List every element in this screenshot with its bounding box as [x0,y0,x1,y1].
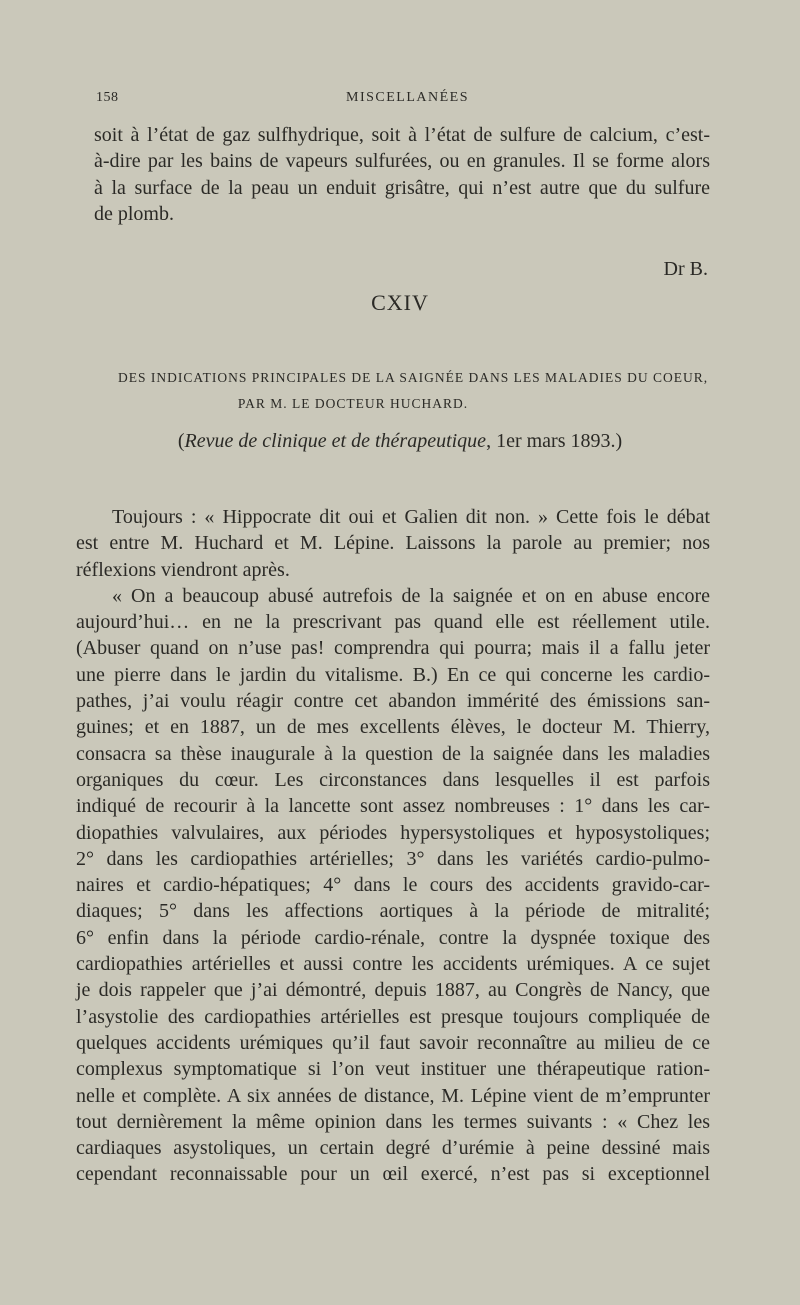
text-line: de plomb. [94,202,174,225]
text-line: réflexions viendront après. [76,558,290,581]
heading-line: DES INDICATIONS PRINCIPALES DE LA SAIGNÉE DANS LES MALADIES DU COEUR, [118,370,709,385]
text-line: naires et cardio-hépatiques; 4° dans le cours des accidents gravido-car- [76,874,710,897]
text-line: (Abuser quand on n’use pas! comprendra qui pourra; mais il a fallu jeter [76,637,710,660]
text-line: organiques du cœur. Les circonstances dans lesquelles il est parfois [76,768,710,791]
text-line: une pierre dans le jardin du vitalisme. B.) En ce qui concerne les cardio- [76,663,710,686]
intro-paragraph [94,122,710,227]
source-date: , 1er mars 1893.) [486,430,623,452]
text-line: Toujours : « Hippocrate dit oui et Galien dit non. » Cette fois le débat [112,506,710,528]
text-line: quelques accidents urémiques qu’il faut savoir reconnaître au milieu de ce [76,1031,710,1054]
author-signature: Dr B. [663,258,708,280]
journal-title: Revue de clinique et de thérapeutique [184,430,487,452]
heading-line: PAR M. LE DOCTEUR HUCHARD. [237,396,469,411]
chapter-number: CXIV [371,290,429,315]
text-line: diaques; 5° dans les affections aortiques à la période de mitralité; [76,900,710,923]
text-line: aujourd’hui… en ne la prescrivant pas quand elle est réellement utile. [76,611,710,634]
text-line: je dois rappeler que j’ai démontré, depuis 1887, au Congrès de Nancy, que [76,979,710,1002]
text-line: soit à l’état de gaz sulfhydrique, soit à l’état de sulfure de calcium, c’est- [94,124,710,146]
text-line: est entre M. Huchard et M. Lépine. Laissons la parole au premier; nos [76,532,710,555]
text-line: guines; et en 1887, un de mes excellents élèves, le docteur M. Thierry, [76,716,710,739]
text-line: 6° enfin dans la période cardio-rénale, contre la dyspnée toxique des [76,926,710,949]
text-line: à la surface de la peau un enduit grisâtre, qui n’est autre que du sulfure [94,176,710,199]
text-line: tout dernièrement la même opinion dans les termes suivants : « Chez les [76,1110,710,1133]
text-line: cardiaques asystoliques, un certain degré d’urémie à peine dessiné mais [76,1137,710,1160]
article-heading [118,365,709,417]
text-line: cardiopathies artérielles et aussi contre les accidents urémiques. A ce sujet [76,953,710,976]
article-body [76,504,710,1188]
text-line: à-dire par les bains de vapeurs sulfurées, ou en granules. Il se forme alors [94,150,710,173]
source-open-paren: ( [177,430,185,452]
text-line: complexus symptomatique si l’on veut instituer une thérapeutique ration- [76,1058,710,1081]
running-head [96,90,706,112]
section-title: MISCELLANÉES [346,90,469,105]
text-line: « On a beaucoup abusé autrefois de la saignée et on en abuse encore [112,584,710,607]
text-line: indiqué de recourir à la lancette sont assez nombreuses : 1° dans les car- [76,795,710,818]
text-line: l’asystolie des cardiopathies artérielles est presque toujours compliquée de [76,1005,710,1028]
source-citation [0,430,800,453]
text-line: diopathies valvulaires, aux périodes hypersystoliques et hyposystoliques; [76,821,710,844]
page-number: 158 [96,90,119,105]
text-line: consacra sa thèse inaugurale à la question de la saignée dans les maladies [76,742,710,765]
text-line: 2° dans les cardiopathies artérielles; 3° dans les variétés cardio-pulmo- [76,847,710,870]
text-line: cependant reconnaissable pour un œil exercé, n’est pas si exceptionnel [76,1163,710,1186]
text-line: pathes, j’ai voulu réagir contre cet abandon immérité des émissions san- [76,690,710,713]
text-line: nelle et complète. A six années de distance, M. Lépine vient de m’emprunter [76,1084,710,1107]
